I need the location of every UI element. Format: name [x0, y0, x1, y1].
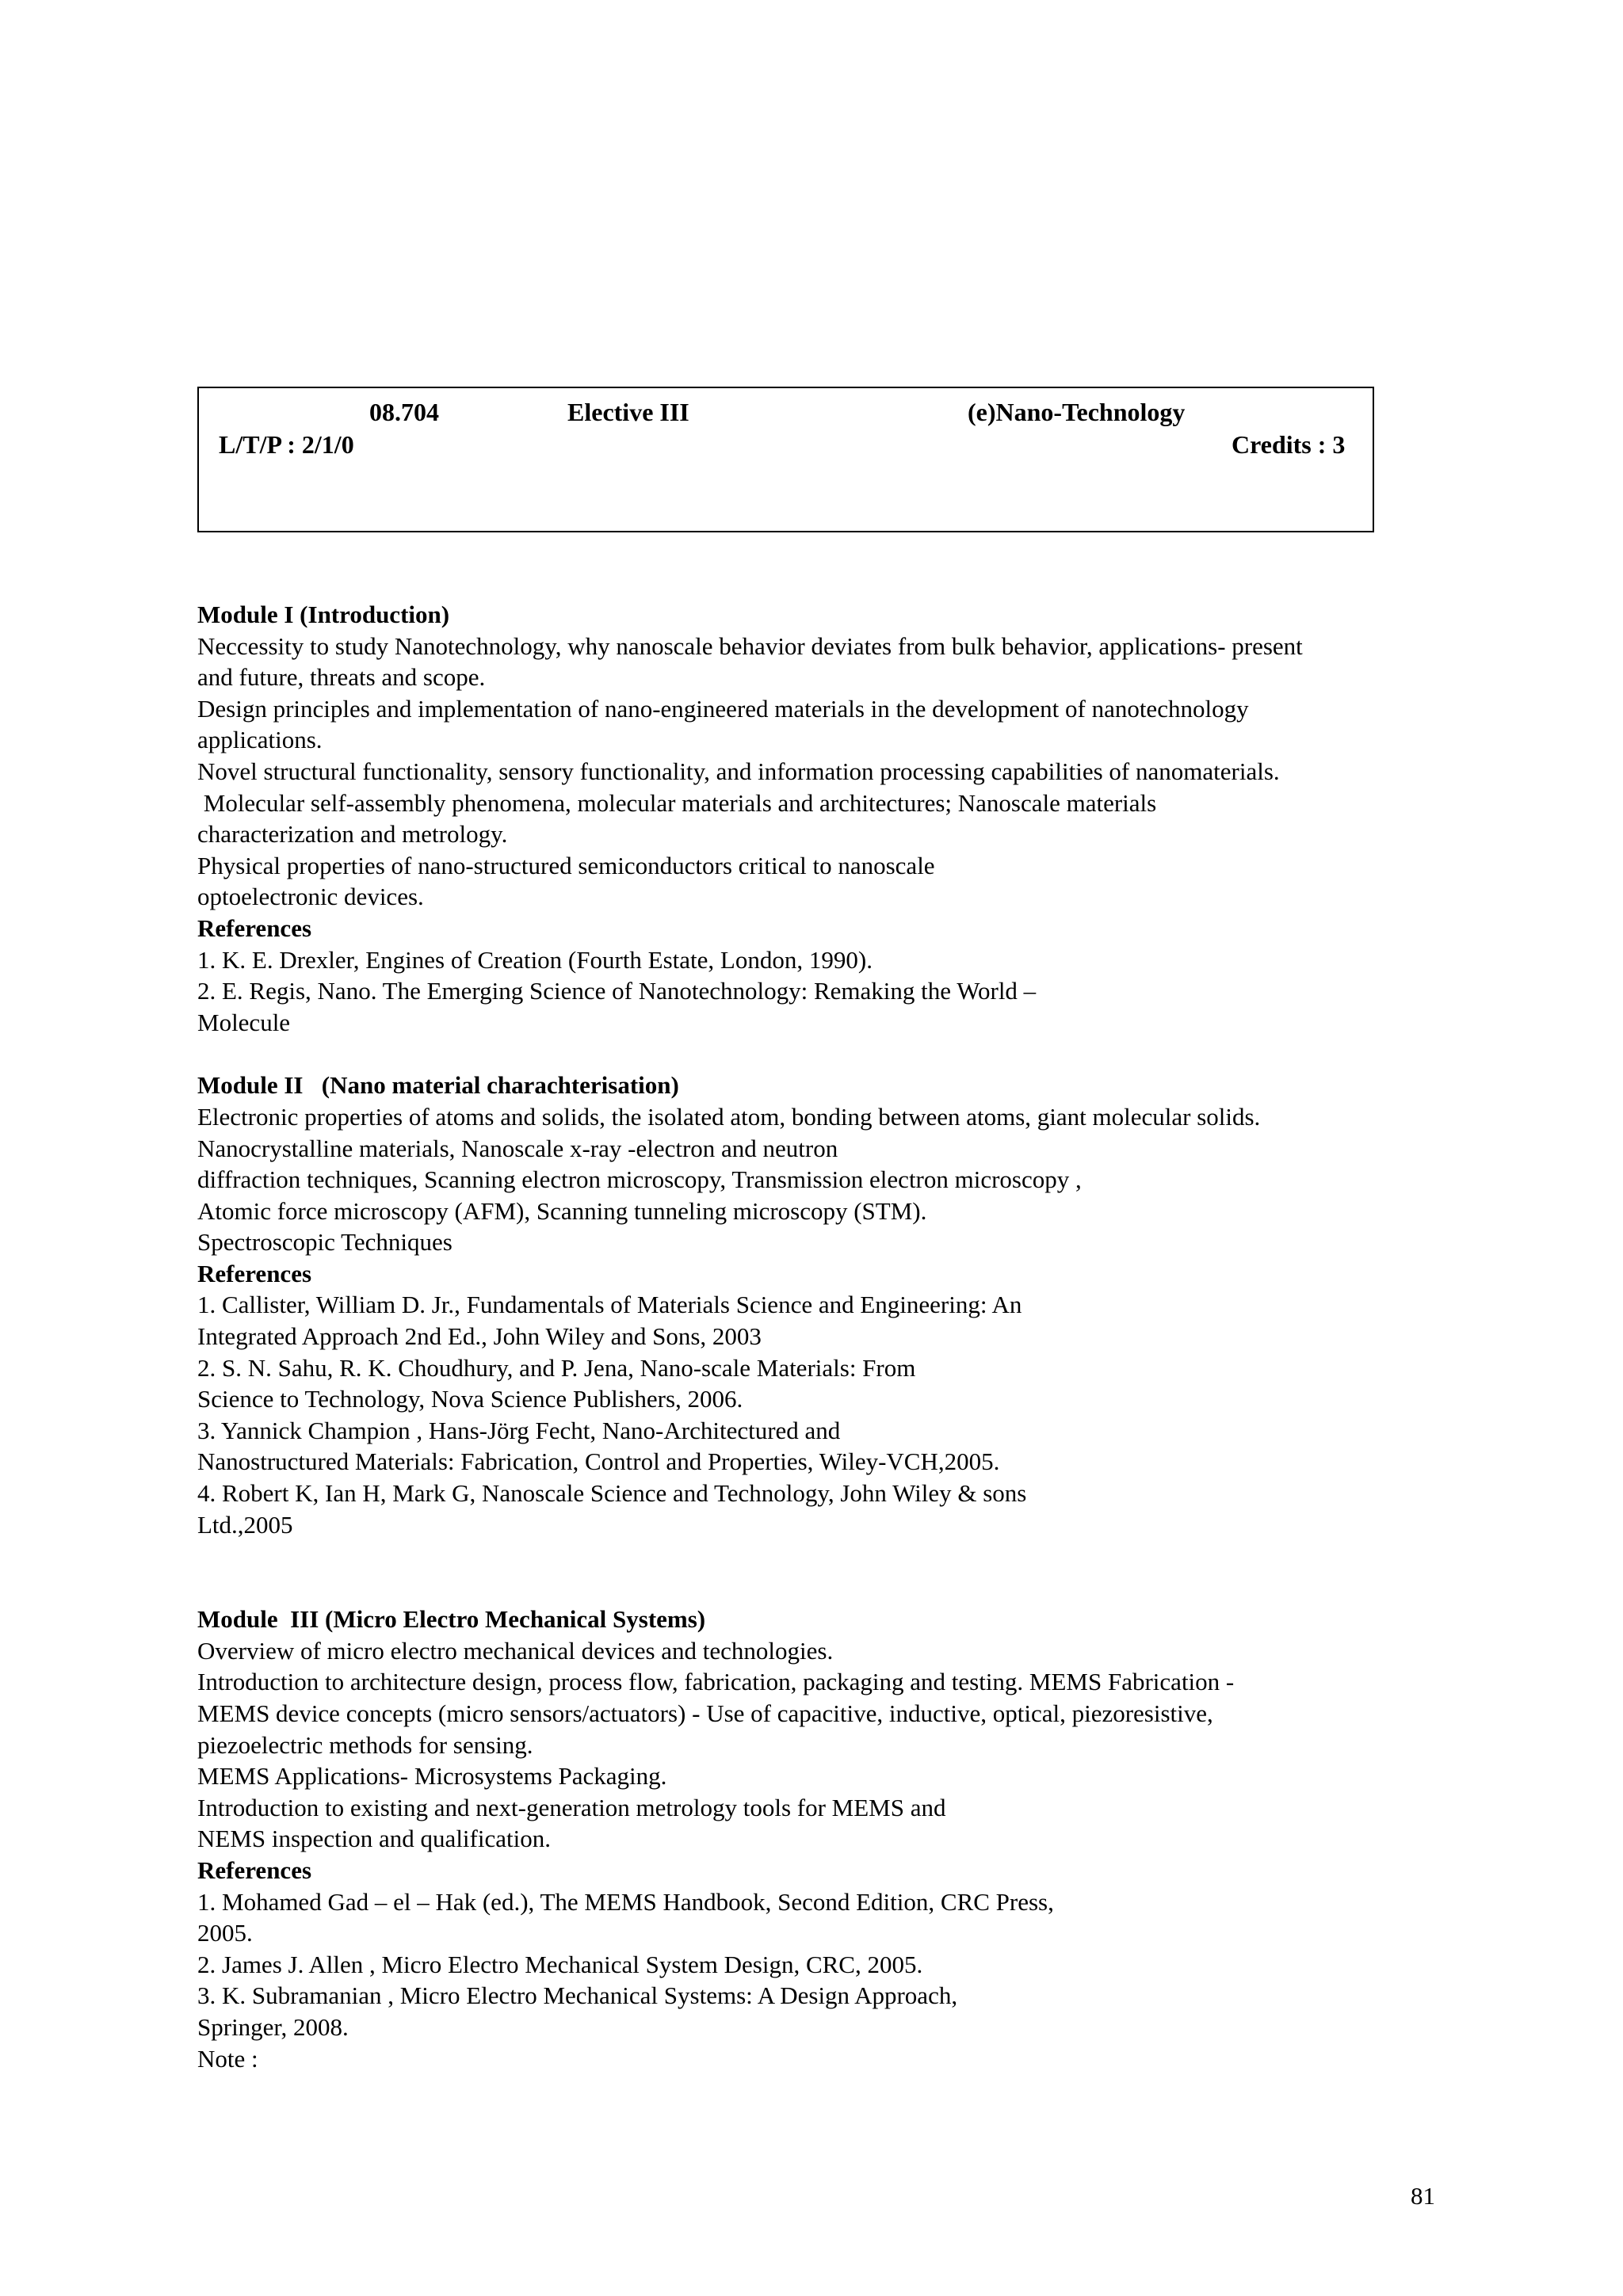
module-3-reference: 2005. — [197, 1919, 253, 1947]
module-3-reference: 3. K. Subramanian , Micro Electro Mechanical Systems: A Design Approach, — [197, 1981, 958, 2010]
module-3-reference: 1. Mohamed Gad – el – Hak (ed.), The MEMS Handbook, Second Edition, CRC Press, — [197, 1887, 1054, 1916]
module-2-body-line: Electronic properties of atoms and solids, the isolated atom, bonding between atoms, giant molecular solids. — [197, 1102, 1261, 1131]
page-number: 81 — [1411, 2182, 1435, 2210]
module-1-body-line: optoelectronic devices. — [197, 883, 424, 911]
module-1-body-line: characterization and metrology. — [197, 820, 508, 849]
module-3-body-line: Overview of micro electro mechanical devices and technologies. — [197, 1636, 834, 1665]
module-1-body-line: Molecular self-assembly phenomena, molecular materials and architectures; Nanoscale materials — [197, 788, 1157, 817]
module-3-references-heading: References — [197, 1855, 312, 1884]
module-1-reference: 2. E. Regis, Nano. The Emerging Science of Nanotechnology: Remaking the World – — [197, 977, 1037, 1005]
module-3-body-line: MEMS Applications- Microsystems Packaging. — [197, 1762, 667, 1791]
module-2-reference: 3. Yannick Champion , Hans-Jörg Fecht, Nano-Architectured and — [197, 1416, 841, 1444]
module-3-reference: Springer, 2008. — [197, 2012, 349, 2041]
module-1-title: Module I (Introduction) — [197, 601, 450, 628]
module-1-body-line: Design principles and implementation of nano-engineered materials in the development of nanotechnology — [197, 694, 1249, 723]
module-2-body-line: diffraction techniques, Scanning electron microscopy, Transmission electron microscopy , — [197, 1165, 1082, 1194]
module-2-references-heading: References — [197, 1259, 312, 1287]
module-2-reference: 1. Callister, William D. Jr., Fundamentals of Materials Science and Engineering: An — [197, 1291, 1022, 1319]
module-3-body-line: MEMS device concepts (micro sensors/actuators) - Use of capacitive, inductive, optical, piezoresistive, — [197, 1699, 1213, 1727]
course-ltp: L/T/P : 2/1/0 — [219, 430, 354, 459]
module-2-reference: Integrated Approach 2nd Ed., John Wiley and Sons, 2003 — [197, 1322, 762, 1351]
module-1-reference: 1. K. E. Drexler, Engines of Creation (Fourth Estate, London, 1990). — [197, 945, 873, 974]
module-2-body-line: Nanocrystalline materials, Nanoscale x-ray -electron and neutron — [197, 1134, 838, 1162]
module-2-reference: Science to Technology, Nova Science Publishers, 2006. — [197, 1385, 743, 1413]
module-3-body-line: Introduction to existing and next-generation metrology tools for MEMS and — [197, 1793, 946, 1821]
course-credits: Credits : 3 — [1232, 430, 1346, 459]
module-2-body-line: Spectroscopic Techniques — [197, 1228, 453, 1257]
module-3-body-line: Introduction to architecture design, process flow, fabrication, packaging and testing. MEMS Fabrication - — [197, 1668, 1235, 1696]
module-1-body-line: Novel structural functionality, sensory functionality, and information processing capabilities of nanomaterials. — [197, 757, 1280, 785]
module-2-reference: 2. S. N. Sahu, R. K. Choudhury, and P. Jena, Nano-scale Materials: From — [197, 1353, 916, 1382]
module-3-body-line: piezoelectric methods for sensing. — [197, 1730, 533, 1759]
module-3-title: Module III (Micro Electro Mechanical Systems) — [197, 1605, 706, 1634]
syllabus-content — [197, 599, 1465, 2074]
module-1-body-line: Physical properties of nano-structured semiconductors critical to nanoscale — [197, 851, 935, 879]
module-2-reference: Ltd.,2005 — [197, 1510, 293, 1539]
module-1-references-heading: References — [197, 913, 312, 942]
module-2-reference: 4. Robert K, Ian H, Mark G, Nanoscale Science and Technology, John Wiley & sons — [197, 1479, 1027, 1508]
module-1-body-line: applications. — [197, 726, 323, 754]
module-2-body-line: Atomic force microscopy (AFM), Scanning tunneling microscopy (STM). — [197, 1196, 927, 1225]
course-elective: Elective III — [567, 398, 689, 426]
module-3-reference: 2. James J. Allen , Micro Electro Mechanical System Design, CRC, 2005. — [197, 1950, 923, 1978]
course-subject: (e)Nano-Technology — [968, 398, 1186, 426]
module-1-body-line: and future, threats and scope. — [197, 663, 486, 692]
module-1-body-line: Neccessity to study Nanotechnology, why nanoscale behavior deviates from bulk behavior, applications- present — [197, 631, 1303, 660]
module-2-title: Module II (Nano material charachterisation) — [197, 1071, 679, 1100]
module-1-reference: Molecule — [197, 1008, 291, 1036]
module-3-body-line: NEMS inspection and qualification. — [197, 1825, 551, 1853]
course-code: 08.704 — [369, 398, 439, 426]
module-3-note: Note : — [197, 2044, 258, 2073]
module-2-reference: Nanostructured Materials: Fabrication, Control and Properties, Wiley-VCH,2005. — [197, 1447, 1000, 1476]
